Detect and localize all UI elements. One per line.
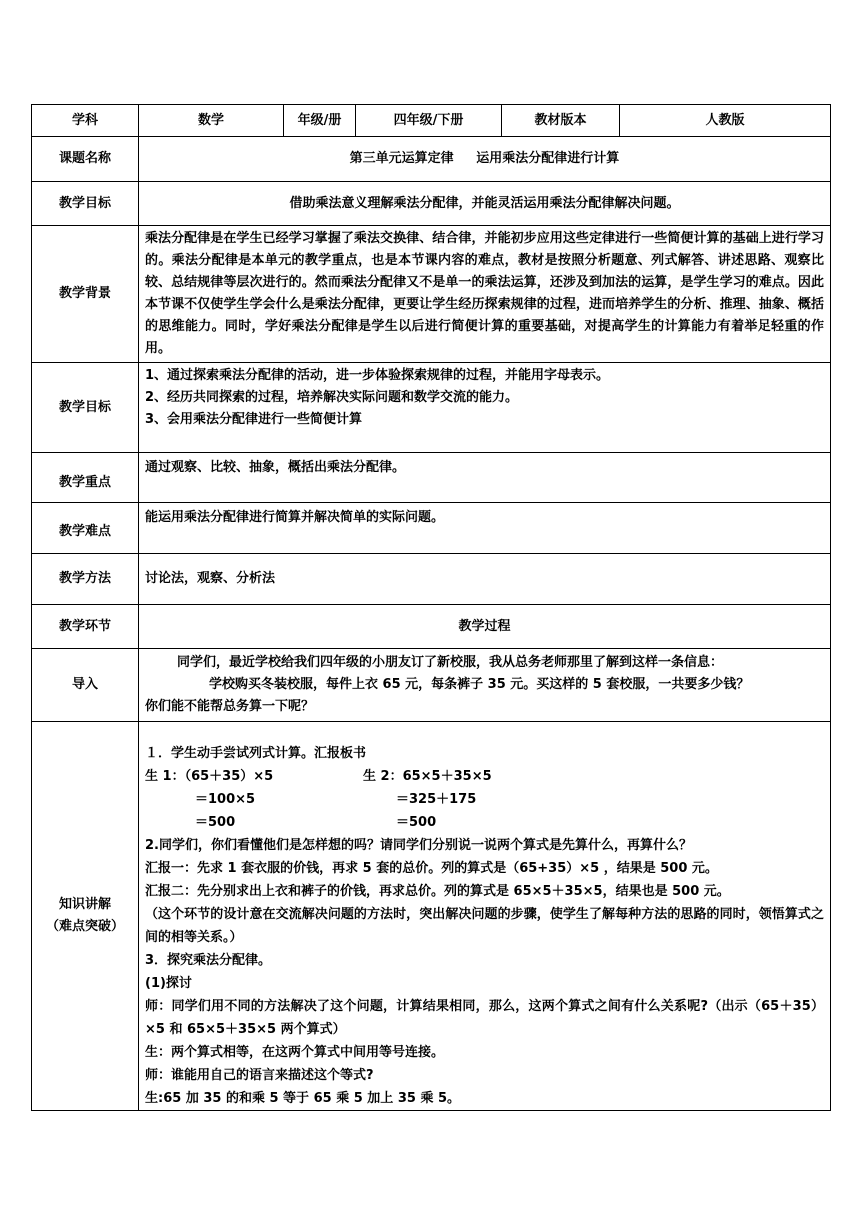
- goal-label-1: 教学目标: [32, 182, 139, 226]
- stage-value: 教学过程: [139, 605, 831, 649]
- calc-line: [145, 811, 824, 834]
- step-heading: 2.同学们，你们看懂他们是怎样想的吗？请同学们分别说一说两个算式是先算什么，再算什么？: [145, 838, 692, 853]
- goal-row-2: [32, 363, 831, 453]
- goal-label-2: 教学目标: [32, 363, 139, 453]
- stage-label: 教学环节: [32, 605, 139, 649]
- intro-line: 学校购买冬装校服，每件上衣 65 元，每条裤子 35 元。买这样的 5 套校服，一共要多少钱？: [209, 677, 750, 692]
- calc-left: 生 1：（65＋35）×5: [145, 769, 274, 784]
- intro-row: [32, 649, 831, 722]
- method-label: 教学方法: [32, 554, 139, 605]
- intro-line: 你们能不能帮总务算一下呢？: [145, 699, 315, 714]
- edition-label: 教材版本: [502, 105, 620, 137]
- goal-item: 1、通过探索乘法分配律的活动，进一步体验探索规律的过程，并能用字母表示。: [145, 368, 610, 383]
- knowledge-row: [32, 722, 831, 1111]
- background-text: 乘法分配律是在学生已经学习掌握了乘法交换律、结合律，并能初步应用这些定律进行一些简便计算的基础上进行学习的。乘法分配律是本单元的教学重点，也是本节课内容的难点，教材是按照分析题意、列式解答、讲述思路、观察比较、总结规律等层次进行的。然而乘法分配律又不是单一的乘法运算，还涉及到加法的运算，是学生学习的难点。因此本节课不仅使学生学会什么是乘法分配律，更要让学生经历探索规律的过程，进而培养学生的分析、推理、抽象、概括的思维能力。同时，学好乘法分配律是学生以后进行简便计算的重要基础，对提高学生的计算能力有着举足轻重的作用。: [139, 226, 831, 363]
- knowledge-content: [139, 722, 831, 1111]
- subject-value: 数学: [139, 105, 284, 137]
- topic-value: 第三单元运算定律 运用乘法分配律进行计算: [139, 137, 831, 182]
- knowledge-label: [32, 722, 139, 1111]
- design-note: （这个环节的设计意在交流解决问题的方法时，突出解决问题的步骤，使学生了解每种方法的思路的同时，领悟算式之间的相等关系。）: [145, 907, 824, 945]
- focus-value: 通过观察、比较、抽象，概括出乘法分配律。: [139, 453, 831, 503]
- knowledge-label-line: 知识讲解: [58, 897, 111, 912]
- goal-value-1: 借助乘法意义理解乘法分配律，并能灵活运用乘法分配律解决问题。: [139, 182, 831, 226]
- focus-row: [32, 453, 831, 503]
- focus-label: 教学重点: [32, 453, 139, 503]
- goal-list: [139, 363, 831, 453]
- difficulty-label: 教学难点: [32, 503, 139, 554]
- dialogue-line: 生：两个算式相等，在这两个算式中间用等号连接。: [145, 1045, 445, 1060]
- grade-value: 四年级/下册: [356, 105, 502, 137]
- step-heading: 3．探究乘法分配律。: [145, 953, 272, 968]
- calc-line: [145, 765, 824, 788]
- report-line: 汇报二：先分别求出上衣和裤子的价钱，再求总价。列的算式是 65×5＋35×5，结果也是 500 元。: [145, 884, 730, 899]
- intro-line: 同学们，最近学校给我们四年级的小朋友订了新校服，我从总务老师那里了解到这样一条信息：: [177, 655, 724, 670]
- report-line: 汇报一：先求 1 套衣服的价钱，再求 5 套的总价。列的算式是（65+35）×5 ，结果是 500 元。: [145, 861, 718, 876]
- knowledge-label-line: （难点突破）: [45, 919, 124, 934]
- calc-right: ＝500: [396, 815, 437, 830]
- method-value: 讨论法，观察、分析法: [139, 554, 831, 605]
- background-label: 教学背景: [32, 226, 139, 363]
- calc-left: ＝100×5: [195, 792, 256, 807]
- intro-content: [139, 649, 831, 722]
- lesson-plan-table: [31, 104, 831, 1111]
- calc-line: [145, 788, 824, 811]
- header-row: [32, 105, 831, 137]
- topic-label: 课题名称: [32, 137, 139, 182]
- goal-row-1: [32, 182, 831, 226]
- difficulty-row: [32, 503, 831, 554]
- stage-row: [32, 605, 831, 649]
- goal-item: 3、会用乘法分配律进行一些简便计算: [145, 412, 363, 427]
- calc-left: ＝500: [195, 815, 236, 830]
- topic-row: [32, 137, 831, 182]
- background-row: [32, 226, 831, 363]
- subject-label: 学科: [32, 105, 139, 137]
- dialogue-line: 师：同学们用不同的方法解决了这个问题，计算结果相同，那么，这两个算式之间有什么关系呢?（出示（65＋35）×5 和 65×5＋35×5 两个算式）: [145, 999, 824, 1037]
- dialogue-line: 师：谁能用自己的语言来描述这个等式?: [145, 1068, 374, 1083]
- grade-label: 年级/册: [284, 105, 356, 137]
- edition-value: 人教版: [620, 105, 831, 137]
- step-heading: １．学生动手尝试列式计算。汇报板书: [145, 746, 367, 761]
- method-row: [32, 554, 831, 605]
- dialogue-line: 生:65 加 35 的和乘 5 等于 65 乘 5 加上 35 乘 5。: [145, 1091, 461, 1106]
- sub-heading: (1)探讨: [145, 976, 192, 991]
- goal-item: 2、经历共同探索的过程，培养解决实际问题和数学交流的能力。: [145, 390, 519, 405]
- difficulty-value: 能运用乘法分配律进行简算并解决简单的实际问题。: [139, 503, 831, 554]
- intro-label: 导入: [32, 649, 139, 722]
- calc-right: ＝325＋175: [396, 792, 477, 807]
- calc-right: 生 2：65×5＋35×5: [363, 769, 492, 784]
